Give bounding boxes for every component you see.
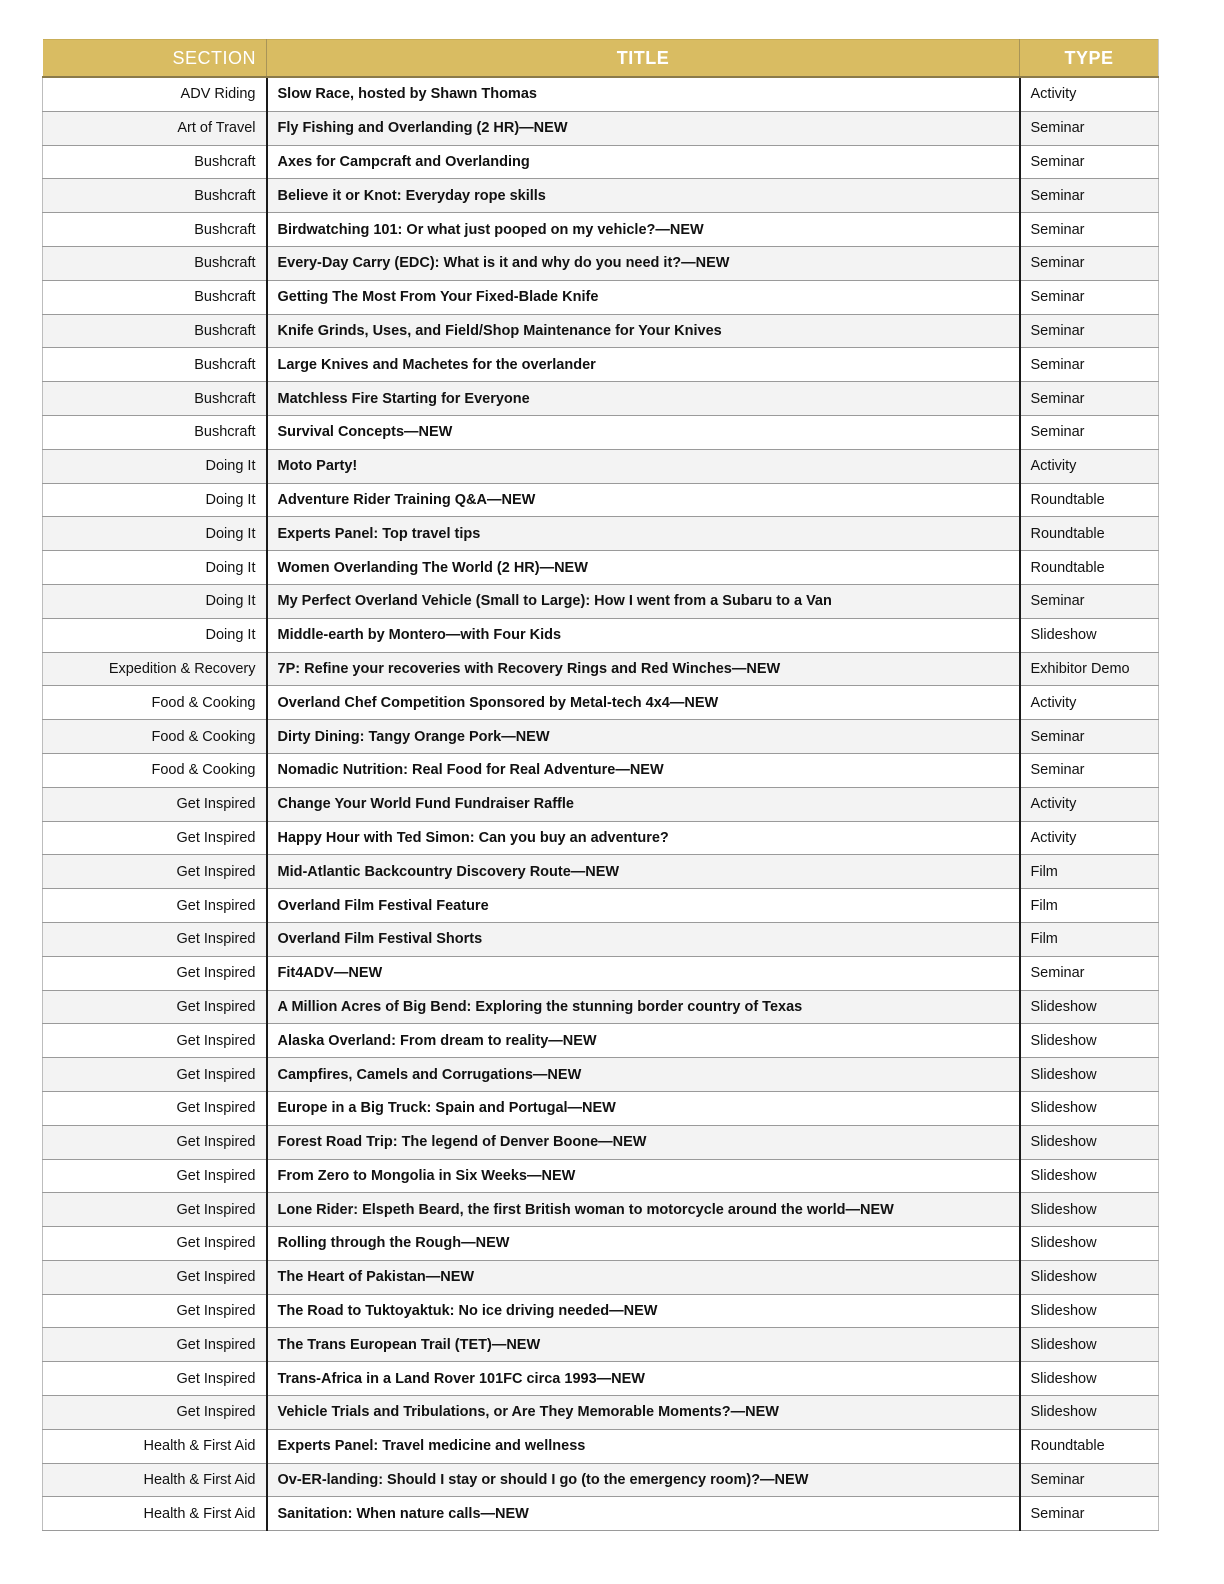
title-cell: My Perfect Overland Vehicle (Small to Large): How I went from a Subaru to a Van [267, 584, 1020, 618]
type-cell: Activity [1020, 787, 1159, 821]
title-cell: Birdwatching 101: Or what just pooped on my vehicle?—NEW [267, 213, 1020, 247]
section-cell: Bushcraft [43, 145, 267, 179]
table-row [43, 449, 1159, 483]
section-cell: Doing It [43, 551, 267, 585]
section-cell: Bushcraft [43, 415, 267, 449]
table-row [43, 686, 1159, 720]
title-cell: Slow Race, hosted by Shawn Thomas [267, 77, 1020, 111]
table-row [43, 753, 1159, 787]
title-cell: Vehicle Trials and Tribulations, or Are They Memorable Moments?—NEW [267, 1396, 1020, 1430]
section-cell: Get Inspired [43, 821, 267, 855]
title-cell: Dirty Dining: Tangy Orange Pork—NEW [267, 720, 1020, 754]
table-row [43, 956, 1159, 990]
table-row [43, 348, 1159, 382]
type-cell: Activity [1020, 686, 1159, 720]
section-cell: Doing It [43, 618, 267, 652]
type-cell: Seminar [1020, 753, 1159, 787]
section-cell: Bushcraft [43, 246, 267, 280]
section-cell: Health & First Aid [43, 1463, 267, 1497]
title-cell: Trans-Africa in a Land Rover 101FC circa 1993—NEW [267, 1362, 1020, 1396]
table-row [43, 584, 1159, 618]
table-row [43, 1463, 1159, 1497]
column-header-type: TYPE [1020, 40, 1159, 78]
table-row [43, 1125, 1159, 1159]
section-cell: Get Inspired [43, 1159, 267, 1193]
table-row [43, 855, 1159, 889]
title-cell: Believe it or Knot: Everyday rope skills [267, 179, 1020, 213]
section-cell: Get Inspired [43, 1260, 267, 1294]
table-row [43, 1328, 1159, 1362]
type-cell: Seminar [1020, 145, 1159, 179]
section-cell: Get Inspired [43, 1362, 267, 1396]
table-row [43, 1091, 1159, 1125]
title-cell: Overland Film Festival Feature [267, 889, 1020, 923]
title-cell: Lone Rider: Elspeth Beard, the first British woman to motorcycle around the world—NEW [267, 1193, 1020, 1227]
schedule-table [42, 39, 1159, 1531]
table-row [43, 1260, 1159, 1294]
type-cell: Seminar [1020, 382, 1159, 416]
table-row [43, 1193, 1159, 1227]
table-row [43, 821, 1159, 855]
table-row [43, 1429, 1159, 1463]
table-row [43, 382, 1159, 416]
section-cell: Get Inspired [43, 1396, 267, 1430]
section-cell: Bushcraft [43, 314, 267, 348]
type-cell: Seminar [1020, 179, 1159, 213]
title-cell: The Road to Tuktoyaktuk: No ice driving needed—NEW [267, 1294, 1020, 1328]
title-cell: Happy Hour with Ted Simon: Can you buy an adventure? [267, 821, 1020, 855]
type-cell: Roundtable [1020, 551, 1159, 585]
table-row [43, 1396, 1159, 1430]
type-cell: Film [1020, 855, 1159, 889]
section-cell: Food & Cooking [43, 686, 267, 720]
type-cell: Seminar [1020, 246, 1159, 280]
section-cell: Doing It [43, 517, 267, 551]
title-cell: Axes for Campcraft and Overlanding [267, 145, 1020, 179]
title-cell: Rolling through the Rough—NEW [267, 1227, 1020, 1261]
section-cell: Bushcraft [43, 382, 267, 416]
section-cell: Get Inspired [43, 1091, 267, 1125]
table-row [43, 314, 1159, 348]
type-cell: Slideshow [1020, 990, 1159, 1024]
table-row [43, 1227, 1159, 1261]
table-row [43, 990, 1159, 1024]
type-cell: Slideshow [1020, 1328, 1159, 1362]
section-cell: Bushcraft [43, 213, 267, 247]
title-cell: Forest Road Trip: The legend of Denver Boone—NEW [267, 1125, 1020, 1159]
section-cell: Get Inspired [43, 1294, 267, 1328]
table-row [43, 111, 1159, 145]
section-cell: Doing It [43, 483, 267, 517]
table-row [43, 551, 1159, 585]
type-cell: Slideshow [1020, 1193, 1159, 1227]
title-cell: The Heart of Pakistan—NEW [267, 1260, 1020, 1294]
table-row [43, 1497, 1159, 1531]
table-row [43, 1294, 1159, 1328]
title-cell: Experts Panel: Travel medicine and wellness [267, 1429, 1020, 1463]
title-cell: The Trans European Trail (TET)—NEW [267, 1328, 1020, 1362]
type-cell: Slideshow [1020, 1396, 1159, 1430]
section-cell: Get Inspired [43, 855, 267, 889]
section-cell: Get Inspired [43, 922, 267, 956]
table-row [43, 145, 1159, 179]
section-cell: Bushcraft [43, 280, 267, 314]
table-row [43, 213, 1159, 247]
type-cell: Exhibitor Demo [1020, 652, 1159, 686]
title-cell: Experts Panel: Top travel tips [267, 517, 1020, 551]
type-cell: Slideshow [1020, 1227, 1159, 1261]
type-cell: Seminar [1020, 1463, 1159, 1497]
section-cell: Get Inspired [43, 1227, 267, 1261]
title-cell: Nomadic Nutrition: Real Food for Real Adventure—NEW [267, 753, 1020, 787]
title-cell: Overland Chef Competition Sponsored by Metal-tech 4x4—NEW [267, 686, 1020, 720]
table-row [43, 179, 1159, 213]
title-cell: Sanitation: When nature calls—NEW [267, 1497, 1020, 1531]
title-cell: Ov-ER-landing: Should I stay or should I go (to the emergency room)?—NEW [267, 1463, 1020, 1497]
section-cell: Get Inspired [43, 956, 267, 990]
column-header-section: SECTION [43, 40, 267, 78]
title-cell: Fit4ADV—NEW [267, 956, 1020, 990]
title-cell: Europe in a Big Truck: Spain and Portugal—NEW [267, 1091, 1020, 1125]
title-cell: Matchless Fire Starting for Everyone [267, 382, 1020, 416]
title-cell: Large Knives and Machetes for the overlander [267, 348, 1020, 382]
title-cell: Survival Concepts—NEW [267, 415, 1020, 449]
type-cell: Film [1020, 922, 1159, 956]
table-row [43, 889, 1159, 923]
table-row [43, 246, 1159, 280]
type-cell: Slideshow [1020, 1159, 1159, 1193]
table-row [43, 1362, 1159, 1396]
table-row [43, 618, 1159, 652]
type-cell: Slideshow [1020, 1058, 1159, 1092]
table-row [43, 415, 1159, 449]
section-cell: Art of Travel [43, 111, 267, 145]
title-cell: Change Your World Fund Fundraiser Raffle [267, 787, 1020, 821]
type-cell: Slideshow [1020, 1362, 1159, 1396]
section-cell: Get Inspired [43, 1024, 267, 1058]
type-cell: Seminar [1020, 1497, 1159, 1531]
section-cell: Get Inspired [43, 1193, 267, 1227]
title-cell: Knife Grinds, Uses, and Field/Shop Maintenance for Your Knives [267, 314, 1020, 348]
table-row [43, 1024, 1159, 1058]
type-cell: Activity [1020, 77, 1159, 111]
type-cell: Seminar [1020, 720, 1159, 754]
title-cell: Getting The Most From Your Fixed-Blade Knife [267, 280, 1020, 314]
title-cell: 7P: Refine your recoveries with Recovery Rings and Red Winches—NEW [267, 652, 1020, 686]
type-cell: Slideshow [1020, 1260, 1159, 1294]
section-cell: Doing It [43, 584, 267, 618]
section-cell: Get Inspired [43, 1058, 267, 1092]
section-cell: Bushcraft [43, 348, 267, 382]
table-row [43, 922, 1159, 956]
type-cell: Seminar [1020, 111, 1159, 145]
section-cell: Get Inspired [43, 787, 267, 821]
title-cell: Every-Day Carry (EDC): What is it and why do you need it?—NEW [267, 246, 1020, 280]
type-cell: Seminar [1020, 213, 1159, 247]
section-cell: Expedition & Recovery [43, 652, 267, 686]
type-cell: Slideshow [1020, 1024, 1159, 1058]
title-cell: Overland Film Festival Shorts [267, 922, 1020, 956]
title-cell: Moto Party! [267, 449, 1020, 483]
title-cell: Adventure Rider Training Q&A—NEW [267, 483, 1020, 517]
section-cell: Get Inspired [43, 889, 267, 923]
title-cell: Campfires, Camels and Corrugations—NEW [267, 1058, 1020, 1092]
title-cell: Mid-Atlantic Backcountry Discovery Route—NEW [267, 855, 1020, 889]
type-cell: Seminar [1020, 956, 1159, 990]
header-row [43, 40, 1159, 78]
type-cell: Seminar [1020, 584, 1159, 618]
type-cell: Seminar [1020, 280, 1159, 314]
section-cell: Get Inspired [43, 990, 267, 1024]
section-cell: Health & First Aid [43, 1497, 267, 1531]
type-cell: Slideshow [1020, 618, 1159, 652]
section-cell: ADV Riding [43, 77, 267, 111]
title-cell: From Zero to Mongolia in Six Weeks—NEW [267, 1159, 1020, 1193]
title-cell: A Million Acres of Big Bend: Exploring the stunning border country of Texas [267, 990, 1020, 1024]
section-cell: Bushcraft [43, 179, 267, 213]
type-cell: Slideshow [1020, 1294, 1159, 1328]
table-row [43, 720, 1159, 754]
table-row [43, 652, 1159, 686]
section-cell: Health & First Aid [43, 1429, 267, 1463]
type-cell: Seminar [1020, 314, 1159, 348]
section-cell: Get Inspired [43, 1125, 267, 1159]
title-cell: Alaska Overland: From dream to reality—NEW [267, 1024, 1020, 1058]
type-cell: Seminar [1020, 348, 1159, 382]
table-row [43, 1159, 1159, 1193]
type-cell: Film [1020, 889, 1159, 923]
title-cell: Women Overlanding The World (2 HR)—NEW [267, 551, 1020, 585]
type-cell: Activity [1020, 821, 1159, 855]
section-cell: Get Inspired [43, 1328, 267, 1362]
type-cell: Roundtable [1020, 517, 1159, 551]
type-cell: Slideshow [1020, 1125, 1159, 1159]
title-cell: Middle-earth by Montero—with Four Kids [267, 618, 1020, 652]
table-row [43, 787, 1159, 821]
type-cell: Roundtable [1020, 1429, 1159, 1463]
type-cell: Slideshow [1020, 1091, 1159, 1125]
column-header-title: TITLE [267, 40, 1020, 78]
section-cell: Doing It [43, 449, 267, 483]
type-cell: Activity [1020, 449, 1159, 483]
table-row [43, 483, 1159, 517]
section-cell: Food & Cooking [43, 720, 267, 754]
table-row [43, 77, 1159, 111]
table-body [43, 77, 1159, 1531]
title-cell: Fly Fishing and Overlanding (2 HR)—NEW [267, 111, 1020, 145]
type-cell: Seminar [1020, 415, 1159, 449]
table-row [43, 517, 1159, 551]
section-cell: Food & Cooking [43, 753, 267, 787]
table-row [43, 1058, 1159, 1092]
table-row [43, 280, 1159, 314]
type-cell: Roundtable [1020, 483, 1159, 517]
